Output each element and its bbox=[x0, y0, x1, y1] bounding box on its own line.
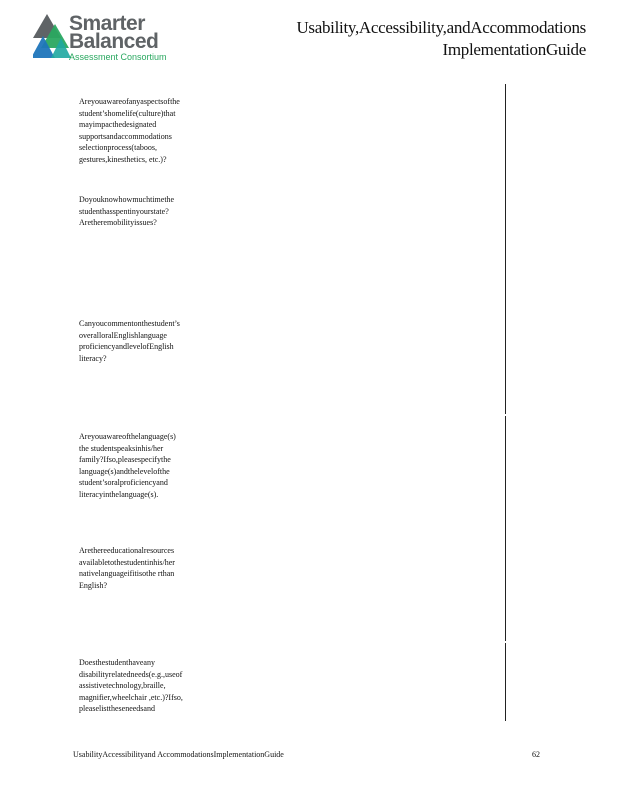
logo-triangles-icon bbox=[33, 14, 73, 64]
footer-document-title: UsabilityAccessibilityand AccommodationsImplementationGuide bbox=[73, 750, 284, 759]
header-title-line1: Usability,Accessibility,andAccommodations bbox=[296, 18, 586, 37]
header-title-line2: ImplementationGuide bbox=[442, 40, 586, 59]
logo-text-consortium: Assessment Consortium bbox=[69, 52, 167, 62]
question-native-resources: Arethereeducationalresources availabletothestudentinhis/her nativelanguageifitisothe rthan English? bbox=[79, 546, 175, 590]
logo-text-smarter: Smarter bbox=[69, 12, 145, 35]
table-divider-middle bbox=[505, 416, 506, 641]
document-header-title bbox=[296, 17, 586, 61]
table-divider-lower bbox=[505, 643, 506, 721]
footer-page-number: 62 bbox=[532, 750, 540, 759]
table-divider-upper bbox=[505, 84, 506, 414]
question-disability-needs: Doesthestudenthaveany disabilityrelatedneeds(e.g.,useof assistivetechnology,braille, magnifier,wheelchair ,etc.)?Ifso, pleaselisttheseneedsand bbox=[79, 658, 183, 713]
smarter-balanced-logo bbox=[33, 14, 183, 64]
question-english-proficiency: Canyoucommentonthestudent’s overalloralEnglishlanguage proficiencyandlevelofEnglish literacy? bbox=[79, 319, 180, 363]
question-family-language: Areyouawareofthelanguage(s) the studentspeaksinhis/her family?Ifso,pleasespecifythe language(s)andthelevelofthe student’soralproficiencyand literacyinthelanguage(s). bbox=[79, 432, 176, 499]
logo-text-balanced: Balanced bbox=[69, 30, 159, 53]
question-time-in-state: Doyouknowhowmuchtimethe studenthasspentinyourstate? Aretheremobilityissues? bbox=[79, 195, 175, 227]
question-home-culture: Areyouawareofanyaspectsofthe student’shomelife(culture)that mayimpacthedesignated supportsandaccommodations selectionprocess(taboos, gestures,kinesthetics, etc.)? bbox=[79, 97, 180, 164]
